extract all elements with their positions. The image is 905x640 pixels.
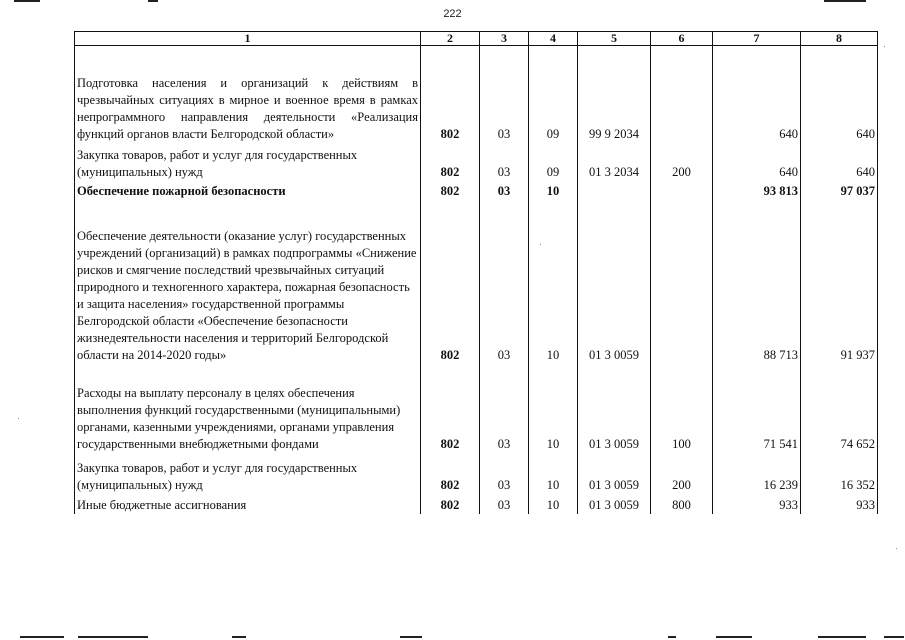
row-subsection-code: 10	[529, 494, 578, 514]
row-target-article: 99 9 2034	[578, 46, 651, 143]
row-name: Обеспечение пожарной безопасности	[75, 181, 421, 200]
row-expense-type	[651, 46, 713, 143]
table-row	[75, 143, 878, 181]
row-subsection-code: 10	[529, 200, 578, 364]
scan-edge-mark	[400, 636, 422, 638]
row-expense-type	[651, 181, 713, 200]
row-target-article: 01 3 0059	[578, 364, 651, 453]
row-grbs-code: 802	[421, 46, 480, 143]
table-body	[75, 46, 878, 514]
row-amount-col8: 97 037	[801, 181, 878, 200]
row-amount-col7: 71 541	[713, 364, 801, 453]
row-amount-col7: 933	[713, 494, 801, 514]
column-header-4: 4	[529, 32, 578, 46]
scan-dot	[18, 418, 19, 419]
row-subsection-code: 10	[529, 453, 578, 494]
column-header-6: 6	[651, 32, 713, 46]
column-header-1: 1	[75, 32, 421, 46]
row-name: Закупка товаров, работ и услуг для государственных (муниципальных) нужд	[75, 453, 421, 494]
row-grbs-code: 802	[421, 181, 480, 200]
scan-edge-mark	[818, 636, 866, 638]
scan-edge-mark	[148, 0, 158, 2]
scan-edge-mark	[716, 636, 752, 638]
row-section-code: 03	[480, 143, 529, 181]
row-grbs-code: 802	[421, 453, 480, 494]
row-section-code: 03	[480, 181, 529, 200]
scan-dot	[896, 548, 897, 549]
column-header-3: 3	[480, 32, 529, 46]
row-name: Расходы на выплату персоналу в целях обеспечения выполнения функций государственными (муниципальными) органами, казенными учреждениями, органами управления государственными внебюджетными фондами	[75, 364, 421, 453]
scan-edge-mark	[20, 636, 64, 638]
row-expense-type: 200	[651, 453, 713, 494]
scan-dot	[884, 46, 885, 47]
scan-edge-mark	[232, 636, 246, 638]
budget-table	[74, 31, 878, 514]
row-grbs-code: 802	[421, 143, 480, 181]
row-section-code: 03	[480, 200, 529, 364]
row-amount-col7: 93 813	[713, 181, 801, 200]
row-target-article: 01 3 0059	[578, 494, 651, 514]
table-row	[75, 364, 878, 453]
row-target-article: 01 3 2034	[578, 143, 651, 181]
row-section-code: 03	[480, 453, 529, 494]
column-header-5: 5	[578, 32, 651, 46]
row-section-code: 03	[480, 364, 529, 453]
row-expense-type: 800	[651, 494, 713, 514]
row-name: Иные бюджетные ассигнования	[75, 494, 421, 514]
row-amount-col8: 74 652	[801, 364, 878, 453]
row-section-code: 03	[480, 494, 529, 514]
row-expense-type: 200	[651, 143, 713, 181]
row-amount-col7: 88 713	[713, 200, 801, 364]
row-amount-col7: 640	[713, 46, 801, 143]
table-row	[75, 181, 878, 200]
scan-edge-mark	[824, 0, 866, 2]
row-amount-col7: 640	[713, 143, 801, 181]
row-grbs-code: 802	[421, 200, 480, 364]
row-target-article: 01 3 0059	[578, 453, 651, 494]
row-target-article	[578, 181, 651, 200]
row-grbs-code: 802	[421, 364, 480, 453]
row-name: Закупка товаров, работ и услуг для государственных (муниципальных) нужд	[75, 143, 421, 181]
table-row	[75, 200, 878, 364]
page-number: 222	[443, 8, 462, 20]
row-subsection-code: 09	[529, 143, 578, 181]
table-header-row	[75, 32, 878, 46]
budget-table-container	[74, 31, 877, 519]
scan-edge-mark	[884, 636, 904, 638]
column-header-7: 7	[713, 32, 801, 46]
row-amount-col7: 16 239	[713, 453, 801, 494]
row-amount-col8: 933	[801, 494, 878, 514]
table-row	[75, 46, 878, 143]
row-amount-col8: 640	[801, 143, 878, 181]
scan-edge-mark	[78, 636, 148, 638]
row-amount-col8: 640	[801, 46, 878, 143]
row-expense-type	[651, 200, 713, 364]
column-header-2: 2	[421, 32, 480, 46]
row-target-article: 01 3 0059	[578, 200, 651, 364]
row-name: Обеспечение деятельности (оказание услуг) государственных учреждений (организаций) в рамках подпрограммы «Снижение рисков и смягчение последствий чрезвычайных ситуаций природного и техногенного характера, пожарная безопасность и защита населения» государственной программы Белгородской области «Обеспечение безопасности жизнедеятельности населения и территорий Белгородской области на 2014-2020 годы»	[75, 200, 421, 364]
row-section-code: 03	[480, 46, 529, 143]
column-header-8: 8	[801, 32, 878, 46]
row-subsection-code: 09	[529, 46, 578, 143]
row-subsection-code: 10	[529, 364, 578, 453]
row-amount-col8: 91 937	[801, 200, 878, 364]
row-expense-type: 100	[651, 364, 713, 453]
row-grbs-code: 802	[421, 494, 480, 514]
scan-edge-mark	[668, 636, 676, 638]
row-subsection-code: 10	[529, 181, 578, 200]
row-amount-col8: 16 352	[801, 453, 878, 494]
table-row	[75, 494, 878, 514]
row-name: Подготовка населения и организаций к действиям в чрезвычайных ситуациях в мирное и военное время в рамках непрограммного направления деятельности «Реализация функций органов власти Белгородской области»	[75, 46, 421, 143]
table-row	[75, 453, 878, 494]
scan-edge-mark	[14, 0, 40, 2]
